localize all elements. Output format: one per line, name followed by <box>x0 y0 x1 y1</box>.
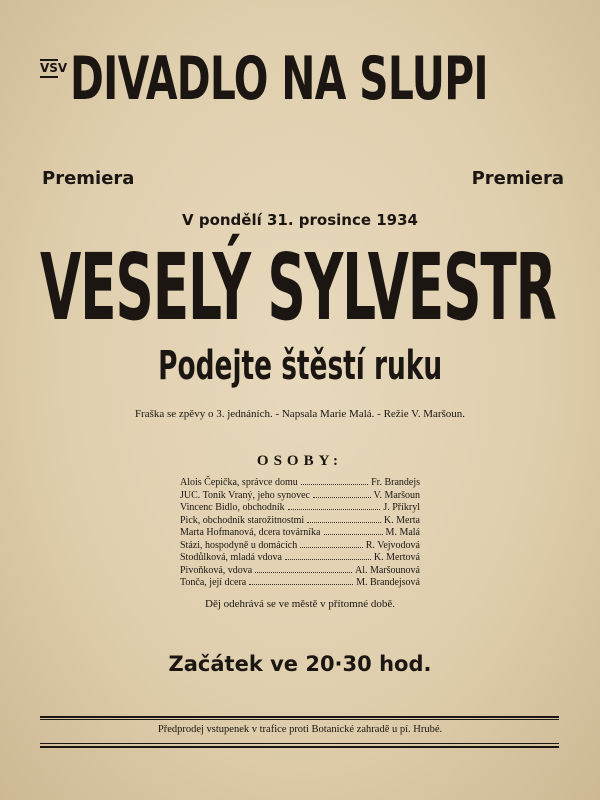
theatre-name: DIVADLO NA SLUPI <box>70 44 488 114</box>
cast-row: Stodůlková, mladá vdova K. Mertová <box>180 552 420 563</box>
cast-row: Marta Hofmanová, dcera továrníka M. Malá <box>180 527 420 538</box>
cast-row: Alois Čepička, správce domu Fr. Brandejs <box>180 477 420 488</box>
presale-info: Předprodej vstupenek v trafice proti Botanické zahradě u pí. Hrubé. <box>157 724 443 735</box>
date-line: V pondělí 31. prosince 1934 <box>182 211 418 229</box>
org-mark: VSV <box>40 58 58 79</box>
divider <box>40 743 559 744</box>
play-title: VESELÝ SYLVESTR <box>40 234 556 341</box>
cast-list <box>180 477 420 590</box>
start-time: Začátek ve 20·30 hod. <box>168 652 432 676</box>
cast-heading: OSOBY: <box>256 453 344 469</box>
divider <box>40 746 559 748</box>
cast-row: Stázi, hospodyně u domácích R. Vejvodová <box>180 539 420 551</box>
cast-row: Tonča, její dcera M. Brandejsová <box>180 577 420 588</box>
premiere-label-right: Premiera <box>471 168 564 189</box>
cast-row: JUC. Toník Vraný, jeho synovec V. Maršoun <box>180 489 420 501</box>
setting-line: Děj odehrává se ve městě v přítomné době. <box>205 598 395 610</box>
cast-row: Pick, obchodník starožitnostmi K. Merta <box>180 514 420 526</box>
cast-row: Vincenc Bidlo, obchodník J. Příkryl <box>180 502 420 513</box>
cast-row: Pivoňková, vdova Al. Maršounová <box>180 564 420 576</box>
credits-line: Fraška se zpěvy o 3. jednáních. - Napsala Marie Malá. - Režie V. Maršoun. <box>134 408 466 420</box>
divider <box>40 716 559 718</box>
play-subtitle: Podejte štěstí ruku <box>157 343 443 389</box>
premiere-label-left: Premiera <box>42 168 135 189</box>
divider <box>40 719 559 720</box>
